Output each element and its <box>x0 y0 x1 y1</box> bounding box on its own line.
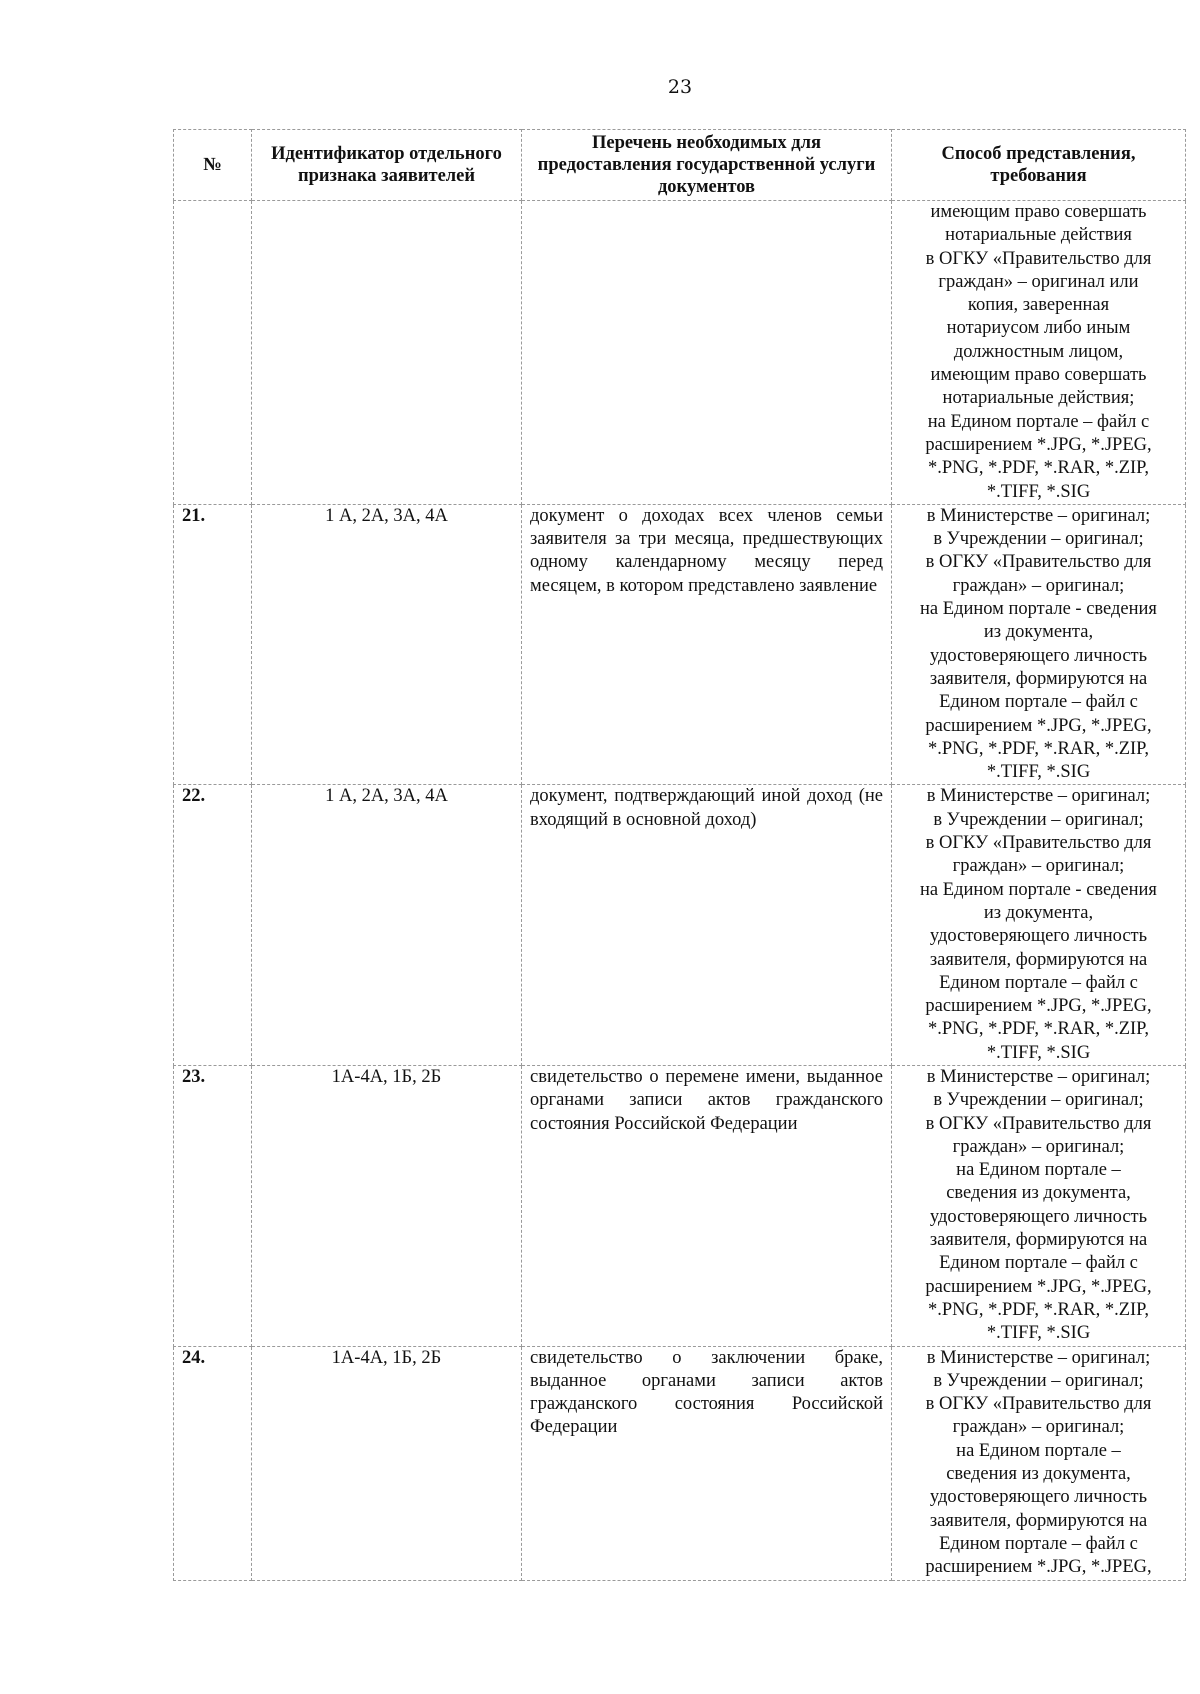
method-line: граждан» – оригинал; <box>952 1417 1125 1438</box>
row-number: 23. <box>174 1065 252 1346</box>
method-line: имеющим право совершать <box>930 202 1147 222</box>
method-line: в Министерстве – оригинал; <box>926 505 1151 526</box>
row-identifier: 1А-4А, 1Б, 2Б <box>252 1346 522 1580</box>
method-line: в Министерстве – оригинал; <box>926 1066 1151 1087</box>
method-line: на Едином портале – <box>956 1440 1121 1461</box>
method-line: *.PNG, *.PDF, *.RAR, *.ZIP, <box>927 1019 1150 1040</box>
method-line: нотариусом либо иным <box>946 318 1131 339</box>
method-line: из документа, <box>983 902 1094 923</box>
method-line: *.TIFF, *.SIG <box>986 762 1091 783</box>
method-line: удостоверяющего личность <box>929 926 1148 947</box>
method-line: Едином портале – файл с <box>939 1253 1138 1274</box>
row-document: документ о доходах всех членов семьи заявителя за три месяца, предшествующих одному календарному месяцу перед месяцем, в котором представлено заявление <box>522 504 892 785</box>
row-identifier: 1А-4А, 1Б, 2Б <box>252 1065 522 1346</box>
method-line: *.TIFF, *.SIG <box>986 1323 1091 1344</box>
table-header-row <box>174 130 1186 201</box>
method-line: расширением *.JPG, *.JPEG, <box>925 1276 1152 1297</box>
method-line: должностным лицом, <box>953 341 1124 362</box>
method-line: в Учреждении – оригинал; <box>933 529 1144 550</box>
header-number: № <box>174 130 252 201</box>
row-method <box>892 504 1186 785</box>
row-number: 22. <box>174 785 252 1066</box>
method-line: имеющим право совершать <box>930 365 1147 386</box>
method-line: нотариальные действия; <box>942 388 1135 409</box>
method-line: в ОГКУ «Правительство для <box>925 833 1152 854</box>
continuation-method-cell <box>892 201 1186 505</box>
method-line: сведения из документа, <box>946 1464 1131 1485</box>
method-line: в Учреждении – оригинал; <box>933 809 1144 830</box>
method-line: на Едином портале – <box>956 1160 1121 1181</box>
table-row <box>174 785 1186 1066</box>
continuation-number-cell <box>174 201 252 505</box>
method-line: *.PNG, *.PDF, *.RAR, *.ZIP, <box>927 458 1150 479</box>
method-line: нотариальные действия <box>945 225 1132 246</box>
method-line: граждан» – оригинал; <box>952 856 1125 877</box>
table-row <box>174 504 1186 785</box>
method-line: в ОГКУ «Правительство для <box>925 552 1152 573</box>
continuation-identifier-cell <box>252 201 522 505</box>
method-line: заявителя, формируются на <box>929 668 1148 689</box>
method-line: в ОГКУ «Правительство для <box>925 1113 1152 1134</box>
method-line: в Министерстве – оригинал; <box>926 786 1151 807</box>
method-line: заявителя, формируются на <box>929 1510 1148 1531</box>
method-line: на Едином портале – файл с <box>927 411 1150 432</box>
header-method: Способ представления, требования <box>892 130 1186 201</box>
method-line: *.TIFF, *.SIG <box>986 481 1091 502</box>
row-identifier: 1 А, 2А, 3А, 4А <box>252 504 522 785</box>
method-line: Едином портале – файл с <box>939 1533 1138 1554</box>
page-number: 23 <box>667 76 693 98</box>
method-line: удостоверяющего личность <box>929 645 1148 666</box>
method-line: в ОГКУ «Правительство для <box>925 248 1152 269</box>
method-line: расширением *.JPG, *.JPEG, <box>925 434 1152 455</box>
method-line: сведения из документа, <box>946 1183 1131 1204</box>
method-line: *.TIFF, *.SIG <box>986 1042 1091 1063</box>
row-number: 21. <box>174 504 252 785</box>
row-document: документ, подтверждающий иной доход (не входящий в основной доход) <box>522 785 892 1066</box>
table-row <box>174 1346 1186 1580</box>
method-line: граждан» – оригинал или <box>938 271 1139 292</box>
method-line: *.PNG, *.PDF, *.RAR, *.ZIP, <box>927 738 1150 759</box>
method-line: заявителя, формируются на <box>929 1230 1148 1251</box>
row-method <box>892 1065 1186 1346</box>
method-line: удостоверяющего личность <box>929 1487 1148 1508</box>
method-line: удостоверяющего личность <box>929 1206 1148 1227</box>
row-method <box>892 1346 1186 1580</box>
method-line: в Министерстве – оригинал; <box>926 1347 1151 1368</box>
row-method <box>892 785 1186 1066</box>
method-line: копия, заверенная <box>967 295 1110 316</box>
method-line: в ОГКУ «Правительство для <box>925 1394 1152 1415</box>
method-line: на Едином портале - сведения <box>920 879 1157 900</box>
row-number: 24. <box>174 1346 252 1580</box>
header-documents: Перечень необходимых для предоставления государственной услуги документов <box>522 130 892 201</box>
method-line: в Учреждении – оригинал; <box>933 1090 1144 1111</box>
method-line: в Учреждении – оригинал; <box>933 1370 1144 1391</box>
method-line: из документа, <box>983 622 1094 643</box>
row-document: свидетельство о заключении браке, выданное органами записи актов гражданского состояния Российской Федерации <box>522 1346 892 1580</box>
method-line: Едином портале – файл с <box>939 692 1138 713</box>
table-row <box>174 1065 1186 1346</box>
continuation-row <box>174 201 1186 505</box>
method-line: расширением *.JPG, *.JPEG, <box>925 1557 1152 1578</box>
method-line: граждан» – оригинал; <box>952 1136 1125 1157</box>
method-line: *.PNG, *.PDF, *.RAR, *.ZIP, <box>927 1299 1150 1320</box>
header-identifier: Идентификатор отдельного признака заявителей <box>252 130 522 201</box>
method-line: расширением *.JPG, *.JPEG, <box>925 715 1152 736</box>
method-line: на Едином портале - сведения <box>920 599 1157 620</box>
continuation-document-cell <box>522 201 892 505</box>
method-line: заявителя, формируются на <box>929 949 1148 970</box>
documents-table <box>173 129 1186 1581</box>
method-line: расширением *.JPG, *.JPEG, <box>925 996 1152 1017</box>
row-document: свидетельство о перемене имени, выданное органами записи актов гражданского состояния Российской Федерации <box>522 1065 892 1346</box>
method-line: Едином портале – файл с <box>939 972 1138 993</box>
method-line: граждан» – оригинал; <box>952 575 1125 596</box>
row-identifier: 1 А, 2А, 3А, 4А <box>252 785 522 1066</box>
